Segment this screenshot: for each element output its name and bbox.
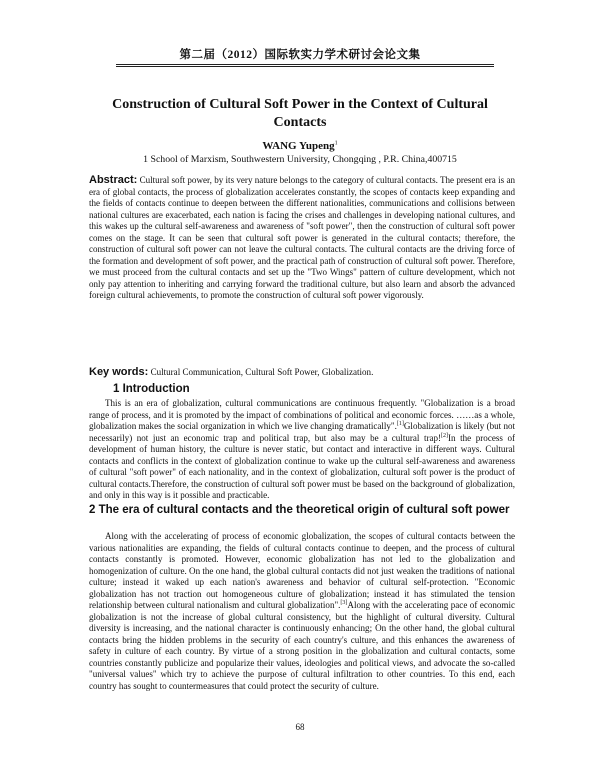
author-name-text: WANG Yupeng (262, 140, 335, 152)
paper-title: Construction of Cultural Soft Power in the Context of Cultural Contacts (112, 97, 488, 130)
section-2-paragraph (89, 531, 515, 692)
section-2-body (89, 531, 515, 692)
section-1-paragraph (89, 398, 515, 502)
author-affiliation: 1 School of Marxism, Southwestern University, Chongqing , P.R. China,400715 (143, 154, 457, 165)
keywords-text: Cultural Communication, Cultural Soft Power, Globalization. (150, 367, 374, 377)
section-1-heading: 1 Introduction (113, 383, 190, 395)
header-rule-top (116, 64, 494, 65)
citation-3: [3] (340, 599, 348, 606)
abstract-text: Cultural soft power, by its very nature belongs to the category of cultural contacts. The present era is an era of global contacts, the process of globalization accelerates constantly, the scopes of contacts keep expanding and the fields of contacts continue to deepen between the different nationalities, communications and collisions between national cultures are exacerbated, each nation is facing the crises and challenges in developing national cultures, and this wakes up the cultural self-awareness and awareness of "soft power", then the construction of cultural soft power comes on the stage. It can be seen that cultural soft power is generated in the cultural contacts; therefore, the construction of cultural soft power can not leave the cultural contacts. The cultural contacts are the driving force of the formation and development of soft power, and the practical path of construction of cultural soft power. Therefore, we must proceed from the cultural contacts and set up the "Two Wings" pattern of culture development, which not only pay attention to inheriting and carrying forward the traditional culture, but also learn and absorb the advanced foreign cultural achievements, to promote the construction of cultural soft power vigorously. (89, 175, 515, 300)
author-affiliation-mark: 1 (334, 140, 338, 147)
running-header: 第二届（2012）国际软实力学术研讨会论文集 (179, 49, 421, 61)
keywords-label: Key words: (89, 366, 149, 378)
section-1-body (89, 398, 515, 502)
author-name (0, 140, 600, 152)
header-rule-bottom (116, 66, 494, 67)
citation-1: [1] (396, 420, 404, 427)
keywords-line (89, 367, 515, 379)
section-2-text-part-2: Along with the accelerating pace of economic globalization is not the increase of global cultural consistency, but the highlight of cultural diversity. Cultural diversity is increasing, and the national character is continuously enhancing; On the other hand, the global cultural contacts bring the hidden problems in the security of each country's culture, and this enhances the awareness of safety in culture of each country. By virtue of a strong position in the globalization and cultural contacts, some countries constantly publicize and popularize their values, ideologies and political views, and advocate the so-called "universal values" which try to achieve the purpose of cultural infiltration to other countries. To this end, each country has sought to countermeasures that could protect the security of culture. (89, 600, 515, 691)
section-1-text-part-2: Globalization is likely (but not necessarily) not just an economic trap and political trap, but also may be a cultural trap! (89, 421, 515, 443)
abstract-paragraph (89, 175, 515, 302)
citation-2: [2] (441, 432, 449, 439)
section-2-text-part-1: Along with the accelerating of process of economic globalization, the scopes of cultural contacts between the various nationalities are expanding, the fields of cultural contacts continue to deepen, and the process of cultural contacts constantly is promoted. However, economic globalization has not led to the globalization and homogenization of culture. On the one hand, the global cultural contacts did not just weaken the traditions of national culture; instead it waked up each nation's awareness and behavior of cultural self-protection. "Economic globalization has not traction out homogeneous culture of globalization; instead it has stimulated the tension relationship between cultural nationalism and cultural globalization". (89, 531, 515, 610)
section-1-text-part-1: This is an era of globalization, cultural communications are continuous frequently. "Globalization is a broad range of process, and it is promoted by the impact of combinations of political and economic forces. ……as a whole, globalization makes the social organization in which we live changing dramatically". (89, 398, 515, 431)
abstract-label: Abstract: (89, 174, 138, 186)
section-2-heading: 2 The era of cultural contacts and the theoretical origin of cultural soft power (89, 504, 510, 516)
page-number: 68 (295, 722, 305, 732)
abstract-block (89, 175, 515, 302)
section-1-text-part-3: In the process of development of human history, the culture is never static, but contact and interactive in different ways. Cultural contacts and conflicts in the context of globalization continue to wake up the cultural self-awareness and awareness of cultural "soft power" of each nationality, and in the context of globalization, cultural soft power is the product of cultural contacts.Therefore, the construction of cultural soft power must be based on the background of globalization, and only in this way is it possible and practicable. (89, 432, 515, 500)
